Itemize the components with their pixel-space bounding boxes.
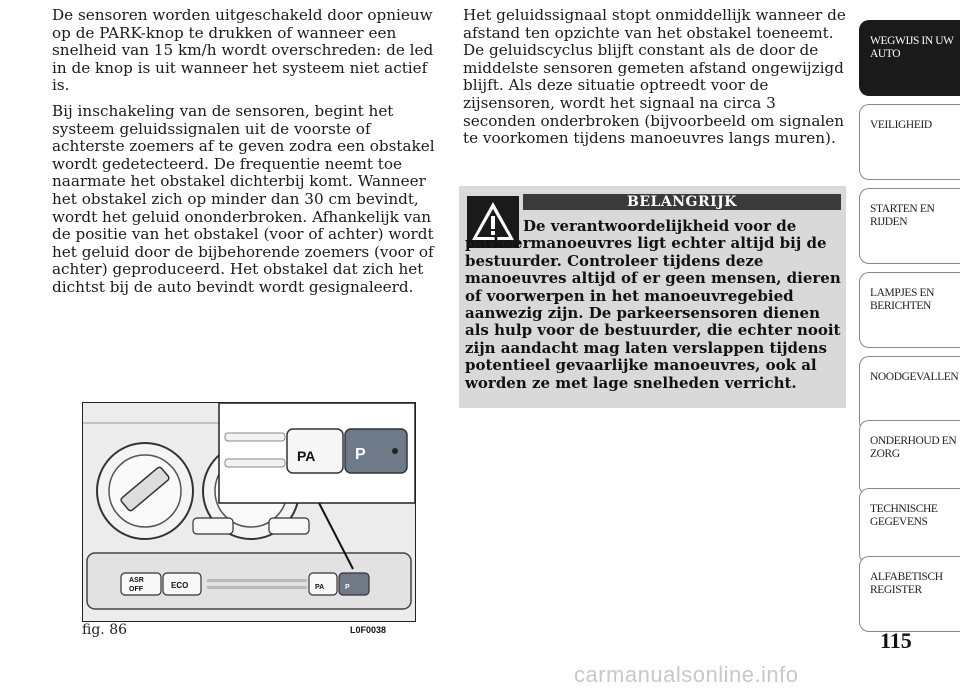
figure-code: L0F0038 [350, 625, 387, 635]
notice-text: De verantwoordelijkheid voor de parkeermanoeuvres ligt echter altijd bij de bestuurder. Controleer tijdens deze manoeuvres altijd of er geen mensen, dieren of voorwerpen in het manoeuvregebied aanwezig zijn. De parkeersensoren dienen als hulp voor de bestuurder, die echter nooit zijn aandacht mag laten verslappen tijdens potentieel gevaarlijke manoeuvres, ook al worden ze met lage snelheden verricht. [465, 217, 841, 392]
watermark: carmanualsonline.info [574, 662, 799, 687]
notice-title: BELANGRIJK [523, 194, 841, 210]
p-large-label: P [355, 446, 366, 463]
tab-lampjes[interactable]: LAMPJES EN BERICHTEN [859, 272, 960, 348]
tab-technische[interactable]: TECHNISCHE GEGEVENS [859, 488, 960, 564]
tab-veiligheid[interactable]: VEILIGHEID [859, 104, 960, 180]
figure-park-button [82, 402, 416, 622]
tab-starten[interactable]: STARTEN EN RIJDEN [859, 188, 960, 264]
right-column [463, 7, 847, 156]
off-label: OFF [129, 586, 143, 593]
important-notice [459, 186, 846, 408]
pa-small-label: PA [315, 584, 325, 591]
tab-onderhoud[interactable]: ONDERHOUD EN ZORG [859, 420, 960, 496]
left-column [52, 7, 436, 305]
tab-alfabetisch[interactable]: ALFABETISCH REGISTER [859, 556, 960, 632]
figure-caption: fig. 86 [82, 622, 128, 638]
pa-large-label: PA [297, 448, 316, 464]
tab-noodgevallen[interactable]: NOODGEVALLEN [859, 356, 960, 432]
p-small-label: P [345, 584, 350, 591]
paragraph-signal-stop: Het geluidssignaal stopt onmiddellijk wanneer de afstand ten opzichte van het obstakel toeneemt. De geluidscyclus blijft constant als de door de middelste sensoren gemeten afstand ongewijzigd blijft. Als deze situatie optreedt voor de zijsensoren, wordt het signaal na circa 3 seconden onderbroken (bijvoorbeeld om signalen te voorkomen tijdens manoeuvres langs muren). [463, 6, 846, 148]
paragraph-activation: Bij inschakeling van de sensoren, begint het systeem geluidssignalen uit de voorste of achterste zoemers af te geven zodra een obstakel wordt gedetecteerd. De frequentie neemt toe naarmate het obstakel dichterbij komt. Wanneer het obstakel zich op minder dan 30 cm bevindt, wordt het geluid ononderbroken. Afhankelijk van de positie van het obstakel (voor of achter) wordt het geluid door de bijbehorende zoemers (voor of achter) geproduceerd. Het obstakel dat zich het dichtst bij de auto bevindt wordt gesignaleerd. [52, 101, 435, 296]
tab-wegwijs[interactable]: WEGWIJS IN UW AUTO [859, 20, 960, 96]
page-number: 115 [880, 628, 912, 653]
eco-label: ECO [171, 581, 189, 590]
paragraph-deactivation: De sensoren worden uitgeschakeld door opnieuw op de PARK-knop te drukken of wanneer een snelheid van 15 km/h wordt overschreden: de led in de knop is uit wanneer het systeem niet actief is. [52, 6, 434, 95]
asr-label: ASR [129, 577, 144, 584]
